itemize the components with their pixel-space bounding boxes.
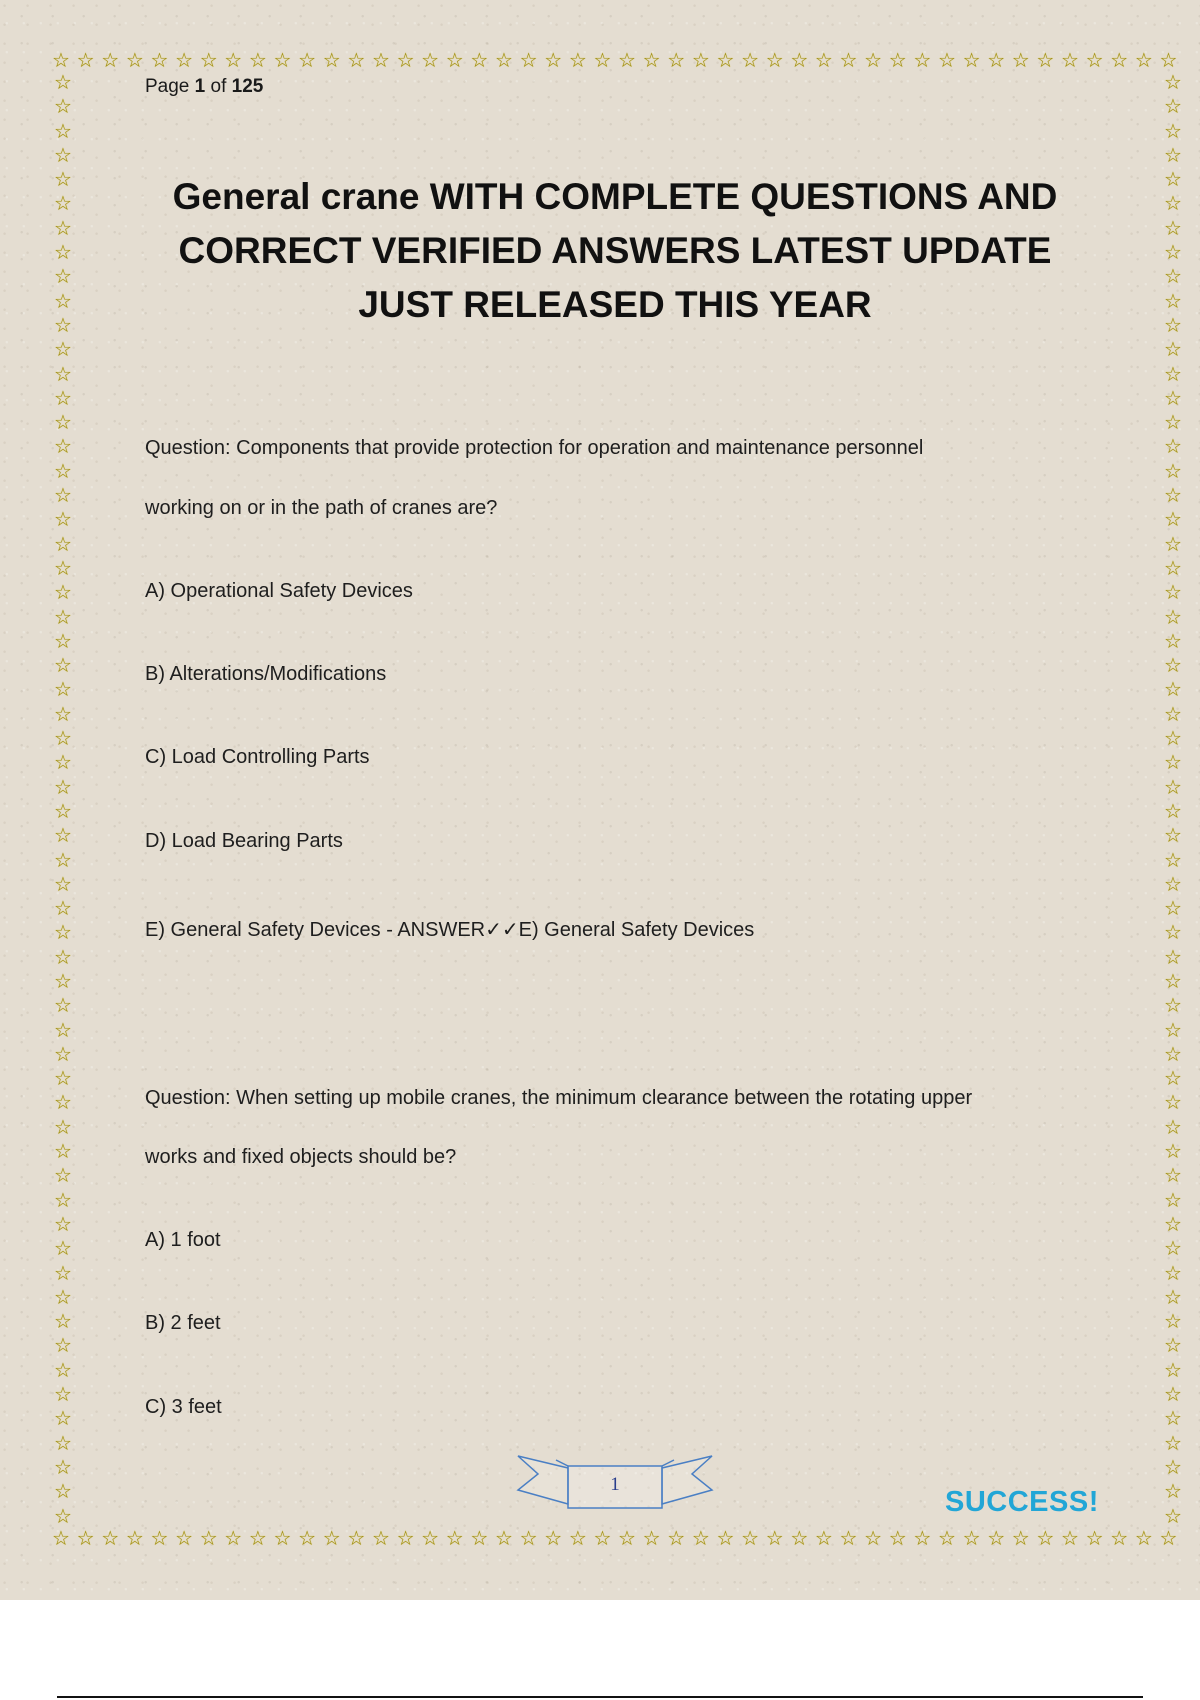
border-star-icon: ☆ — [1164, 701, 1182, 726]
question-1-option-c: C) Load Controlling Parts — [145, 746, 370, 768]
border-star-icon: ☆ — [54, 1139, 72, 1164]
page-number-badge: 1 — [610, 1474, 620, 1495]
question-1-option-e-answer: E) General Safety Devices - ANSWER✓✓E) General Safety Devices — [145, 919, 755, 941]
border-star-icon: ☆ — [54, 1211, 72, 1236]
border-star-icon: ☆ — [1164, 1090, 1182, 1115]
question-1-option-d: D) Load Bearing Parts — [145, 830, 343, 852]
border-star-icon: ☆ — [593, 50, 612, 72]
page-current: 1 — [194, 76, 206, 97]
border-star-icon: ☆ — [1159, 1528, 1178, 1550]
border-star-icon: ☆ — [1164, 507, 1182, 532]
border-star-icon: ☆ — [54, 531, 72, 556]
border-star-icon: ☆ — [54, 288, 72, 313]
border-star-icon: ☆ — [54, 1066, 72, 1091]
question-1-prompt-line-2: working on or in the path of cranes are? — [145, 497, 498, 519]
border-star-icon: ☆ — [54, 823, 72, 848]
border-star-icon: ☆ — [150, 50, 169, 72]
border-star-icon: ☆ — [54, 896, 72, 921]
border-star-icon: ☆ — [54, 555, 72, 580]
border-star-icon: ☆ — [1164, 726, 1182, 751]
border-star-icon: ☆ — [52, 1528, 70, 1550]
border-star-icon: ☆ — [1164, 968, 1182, 993]
border-star-icon: ☆ — [667, 1528, 686, 1550]
border-star-icon: ☆ — [1164, 385, 1182, 410]
border-star-icon: ☆ — [54, 1284, 72, 1309]
border-star-icon: ☆ — [347, 50, 366, 72]
border-star-icon: ☆ — [199, 50, 218, 72]
border-star-icon: ☆ — [839, 50, 858, 72]
border-star-icon: ☆ — [1164, 604, 1182, 629]
border-star-icon: ☆ — [1164, 94, 1182, 119]
border-star-icon: ☆ — [1164, 1284, 1182, 1309]
border-star-icon: ☆ — [54, 1163, 72, 1188]
border-star-icon: ☆ — [1164, 1139, 1182, 1164]
question-2-prompt-line-1: Question: When setting up mobile cranes, the minimum clearance between the rotating upper — [145, 1087, 973, 1109]
border-star-icon: ☆ — [1164, 1260, 1182, 1285]
border-star-icon: ☆ — [125, 50, 144, 72]
border-star-icon: ☆ — [1164, 1114, 1182, 1139]
border-star-icon: ☆ — [54, 167, 72, 192]
border-star-icon: ☆ — [76, 50, 95, 72]
border-star-icon: ☆ — [54, 1454, 72, 1479]
border-star-icon: ☆ — [54, 1041, 72, 1066]
border-star-icon: ☆ — [125, 1528, 144, 1550]
border-star-icon: ☆ — [814, 50, 833, 72]
border-star-icon: ☆ — [54, 1236, 72, 1261]
border-star-icon: ☆ — [54, 434, 72, 459]
border-star-icon: ☆ — [1164, 653, 1182, 678]
border-star-icon: ☆ — [54, 750, 72, 775]
border-star-icon: ☆ — [54, 774, 72, 799]
border-star-icon: ☆ — [1164, 410, 1182, 435]
border-star-icon: ☆ — [1164, 798, 1182, 823]
border-star-icon: ☆ — [1036, 1528, 1055, 1550]
border-star-icon: ☆ — [1164, 677, 1182, 702]
border-star-icon: ☆ — [371, 1528, 390, 1550]
border-star-icon: ☆ — [54, 653, 72, 678]
border-star-icon: ☆ — [1164, 847, 1182, 872]
border-star-icon: ☆ — [54, 72, 72, 94]
border-star-icon: ☆ — [691, 50, 710, 72]
border-star-icon: ☆ — [1164, 1454, 1182, 1479]
border-star-icon: ☆ — [1164, 920, 1182, 945]
border-star-icon: ☆ — [54, 580, 72, 605]
border-star-icon: ☆ — [54, 1406, 72, 1431]
border-star-icon: ☆ — [987, 50, 1006, 72]
border-star-icon: ☆ — [54, 604, 72, 629]
border-star-icon: ☆ — [54, 920, 72, 945]
border-star-icon: ☆ — [1011, 1528, 1030, 1550]
border-star-icon: ☆ — [544, 50, 563, 72]
border-star-icon: ☆ — [1164, 1382, 1182, 1407]
border-star-icon: ☆ — [445, 1528, 464, 1550]
border-star-icon: ☆ — [1011, 50, 1030, 72]
border-star-icon: ☆ — [54, 1333, 72, 1358]
border-star-icon: ☆ — [716, 50, 735, 72]
border-star-icon: ☆ — [1164, 167, 1182, 192]
border-star-icon: ☆ — [1164, 1236, 1182, 1261]
border-star-icon: ☆ — [1085, 50, 1104, 72]
border-star-icon: ☆ — [618, 50, 636, 72]
border-star-icon: ☆ — [519, 50, 538, 72]
border-star-icon: ☆ — [790, 50, 809, 72]
border-star-icon: ☆ — [445, 50, 464, 72]
border-star-icon: ☆ — [544, 1528, 563, 1550]
border-star-icon: ☆ — [54, 94, 72, 119]
border-star-icon: ☆ — [1164, 1017, 1182, 1042]
border-star-icon: ☆ — [273, 50, 292, 72]
border-star-icon: ☆ — [1164, 72, 1182, 94]
border-star-icon: ☆ — [175, 1528, 194, 1550]
border-star-icon: ☆ — [765, 50, 784, 72]
border-star-icon: ☆ — [913, 50, 932, 72]
border-star-icon: ☆ — [101, 50, 120, 72]
document-title: General crane WITH COMPLETE QUESTIONS AND CORRECT VERIFIED ANSWERS LATEST UPDATE JUST RELEASED THIS YEAR — [172, 176, 1058, 325]
border-star-icon: ☆ — [54, 1260, 72, 1285]
border-star-icon: ☆ — [1036, 50, 1055, 72]
border-star-icon: ☆ — [322, 50, 341, 72]
border-star-icon: ☆ — [1164, 337, 1182, 362]
border-star-icon: ☆ — [937, 50, 956, 72]
border-star-icon: ☆ — [54, 1357, 72, 1382]
question-1-option-b: B) Alterations/Modifications — [145, 663, 387, 685]
border-star-icon: ☆ — [54, 1090, 72, 1115]
star-border-left — [52, 72, 74, 1528]
question-2-prompt-line-2: works and fixed objects should be? — [145, 1146, 457, 1168]
border-star-icon: ☆ — [1164, 361, 1182, 386]
border-star-icon: ☆ — [54, 871, 72, 896]
border-star-icon: ☆ — [421, 50, 440, 72]
border-star-icon: ☆ — [1164, 118, 1182, 143]
border-star-icon: ☆ — [54, 1187, 72, 1212]
border-star-icon: ☆ — [987, 1528, 1006, 1550]
success-slogan: SUCCESS! — [945, 1486, 1099, 1518]
border-star-icon: ☆ — [937, 1528, 956, 1550]
border-star-icon: ☆ — [54, 312, 72, 337]
border-star-icon: ☆ — [1164, 240, 1182, 265]
border-star-icon: ☆ — [864, 1528, 883, 1550]
border-star-icon: ☆ — [54, 726, 72, 751]
border-star-icon: ☆ — [667, 50, 686, 72]
border-star-icon: ☆ — [888, 1528, 907, 1550]
border-star-icon: ☆ — [1164, 1066, 1182, 1091]
border-star-icon: ☆ — [54, 968, 72, 993]
border-star-icon: ☆ — [495, 1528, 513, 1550]
question-2-option-b: B) 2 feet — [145, 1312, 221, 1334]
border-star-icon: ☆ — [248, 1528, 267, 1550]
border-star-icon: ☆ — [1164, 191, 1182, 216]
border-star-icon: ☆ — [716, 1528, 735, 1550]
border-star-icon: ☆ — [248, 50, 267, 72]
border-star-icon: ☆ — [1164, 823, 1182, 848]
border-star-icon: ☆ — [1061, 50, 1079, 72]
page-prefix: Page — [145, 76, 190, 97]
border-star-icon: ☆ — [1164, 312, 1182, 337]
border-star-icon: ☆ — [1164, 1041, 1182, 1066]
border-star-icon: ☆ — [54, 458, 72, 483]
footer-divider — [57, 1696, 1143, 1698]
border-star-icon: ☆ — [1164, 1187, 1182, 1212]
border-star-icon: ☆ — [54, 1503, 72, 1528]
border-star-icon: ☆ — [1164, 1503, 1182, 1528]
question-1-option-a: A) Operational Safety Devices — [145, 580, 413, 602]
border-star-icon: ☆ — [741, 1528, 760, 1550]
border-star-icon: ☆ — [1164, 1430, 1182, 1455]
star-border-bottom — [50, 1528, 1180, 1550]
border-star-icon: ☆ — [913, 1528, 932, 1550]
border-star-icon: ☆ — [347, 1528, 366, 1550]
border-star-icon: ☆ — [1110, 50, 1129, 72]
border-star-icon: ☆ — [421, 1528, 440, 1550]
border-star-icon: ☆ — [1164, 531, 1182, 556]
border-star-icon: ☆ — [1164, 555, 1182, 580]
border-star-icon: ☆ — [1085, 1528, 1104, 1550]
border-star-icon: ☆ — [1164, 215, 1182, 240]
border-star-icon: ☆ — [1164, 1406, 1182, 1431]
border-star-icon: ☆ — [54, 944, 72, 969]
border-star-icon: ☆ — [54, 1017, 72, 1042]
border-star-icon: ☆ — [298, 50, 317, 72]
border-star-icon: ☆ — [618, 1528, 636, 1550]
border-star-icon: ☆ — [1164, 628, 1182, 653]
border-star-icon: ☆ — [519, 1528, 538, 1550]
border-star-icon: ☆ — [396, 1528, 415, 1550]
border-star-icon: ☆ — [741, 50, 760, 72]
border-star-icon: ☆ — [839, 1528, 858, 1550]
border-star-icon: ☆ — [54, 1309, 72, 1334]
border-star-icon: ☆ — [54, 847, 72, 872]
border-star-icon: ☆ — [1164, 483, 1182, 508]
border-star-icon: ☆ — [1164, 1479, 1182, 1504]
border-star-icon: ☆ — [54, 118, 72, 143]
border-star-icon: ☆ — [54, 798, 72, 823]
border-star-icon: ☆ — [470, 50, 489, 72]
border-star-icon: ☆ — [495, 50, 513, 72]
border-star-icon: ☆ — [54, 993, 72, 1018]
border-star-icon: ☆ — [54, 337, 72, 362]
border-star-icon: ☆ — [568, 50, 587, 72]
page-counter — [145, 76, 263, 98]
border-star-icon: ☆ — [54, 1430, 72, 1455]
border-star-icon: ☆ — [962, 1528, 981, 1550]
border-star-icon: ☆ — [224, 50, 243, 72]
border-star-icon: ☆ — [54, 215, 72, 240]
border-star-icon: ☆ — [199, 1528, 218, 1550]
border-star-icon: ☆ — [52, 50, 70, 72]
border-star-icon: ☆ — [962, 50, 981, 72]
border-star-icon: ☆ — [54, 410, 72, 435]
border-star-icon: ☆ — [1164, 896, 1182, 921]
page-of: of — [210, 76, 227, 97]
border-star-icon: ☆ — [1164, 580, 1182, 605]
border-star-icon: ☆ — [273, 1528, 292, 1550]
border-star-icon: ☆ — [54, 385, 72, 410]
border-star-icon: ☆ — [54, 264, 72, 289]
border-star-icon: ☆ — [1134, 1528, 1153, 1550]
page-total: 125 — [231, 76, 264, 97]
border-star-icon: ☆ — [101, 1528, 120, 1550]
star-border-right — [1162, 72, 1184, 1528]
border-star-icon: ☆ — [298, 1528, 317, 1550]
border-star-icon: ☆ — [54, 1114, 72, 1139]
border-star-icon: ☆ — [54, 1479, 72, 1504]
border-star-icon: ☆ — [1110, 1528, 1129, 1550]
border-star-icon: ☆ — [54, 507, 72, 532]
border-star-icon: ☆ — [322, 1528, 341, 1550]
border-star-icon: ☆ — [1164, 142, 1182, 167]
border-star-icon: ☆ — [1164, 993, 1182, 1018]
border-star-icon: ☆ — [396, 50, 415, 72]
border-star-icon: ☆ — [864, 50, 883, 72]
border-star-icon: ☆ — [54, 240, 72, 265]
border-star-icon: ☆ — [54, 361, 72, 386]
border-star-icon: ☆ — [642, 50, 661, 72]
border-star-icon: ☆ — [1164, 458, 1182, 483]
page-number-ribbon — [510, 1452, 720, 1522]
border-star-icon: ☆ — [1164, 434, 1182, 459]
border-star-icon: ☆ — [150, 1528, 169, 1550]
border-star-icon: ☆ — [1164, 264, 1182, 289]
border-star-icon: ☆ — [224, 1528, 243, 1550]
border-star-icon: ☆ — [1164, 1211, 1182, 1236]
border-star-icon: ☆ — [765, 1528, 784, 1550]
border-star-icon: ☆ — [568, 1528, 587, 1550]
border-star-icon: ☆ — [54, 1382, 72, 1407]
border-star-icon: ☆ — [642, 1528, 661, 1550]
question-1-prompt-line-1: Question: Components that provide protection for operation and maintenance personnel — [145, 437, 924, 459]
border-star-icon: ☆ — [1164, 1309, 1182, 1334]
border-star-icon: ☆ — [1164, 774, 1182, 799]
border-star-icon: ☆ — [1164, 1333, 1182, 1358]
border-star-icon: ☆ — [593, 1528, 612, 1550]
question-2-option-a: A) 1 foot — [145, 1229, 221, 1251]
border-star-icon: ☆ — [1164, 1357, 1182, 1382]
border-star-icon: ☆ — [888, 50, 907, 72]
border-star-icon: ☆ — [54, 677, 72, 702]
border-star-icon: ☆ — [691, 1528, 710, 1550]
border-star-icon: ☆ — [54, 142, 72, 167]
border-star-icon: ☆ — [175, 50, 194, 72]
border-star-icon: ☆ — [1164, 1163, 1182, 1188]
question-2-option-c: C) 3 feet — [145, 1396, 222, 1418]
border-star-icon: ☆ — [814, 1528, 833, 1550]
border-star-icon: ☆ — [1164, 288, 1182, 313]
border-star-icon: ☆ — [1164, 750, 1182, 775]
border-star-icon: ☆ — [470, 1528, 489, 1550]
border-star-icon: ☆ — [54, 701, 72, 726]
border-star-icon: ☆ — [54, 483, 72, 508]
border-star-icon: ☆ — [54, 191, 72, 216]
border-star-icon: ☆ — [371, 50, 390, 72]
border-star-icon: ☆ — [76, 1528, 95, 1550]
star-border-top — [50, 50, 1180, 72]
border-star-icon: ☆ — [54, 628, 72, 653]
border-star-icon: ☆ — [1061, 1528, 1079, 1550]
border-star-icon: ☆ — [790, 1528, 809, 1550]
border-star-icon: ☆ — [1164, 944, 1182, 969]
border-star-icon: ☆ — [1164, 871, 1182, 896]
border-star-icon: ☆ — [1159, 50, 1178, 72]
border-star-icon: ☆ — [1134, 50, 1153, 72]
